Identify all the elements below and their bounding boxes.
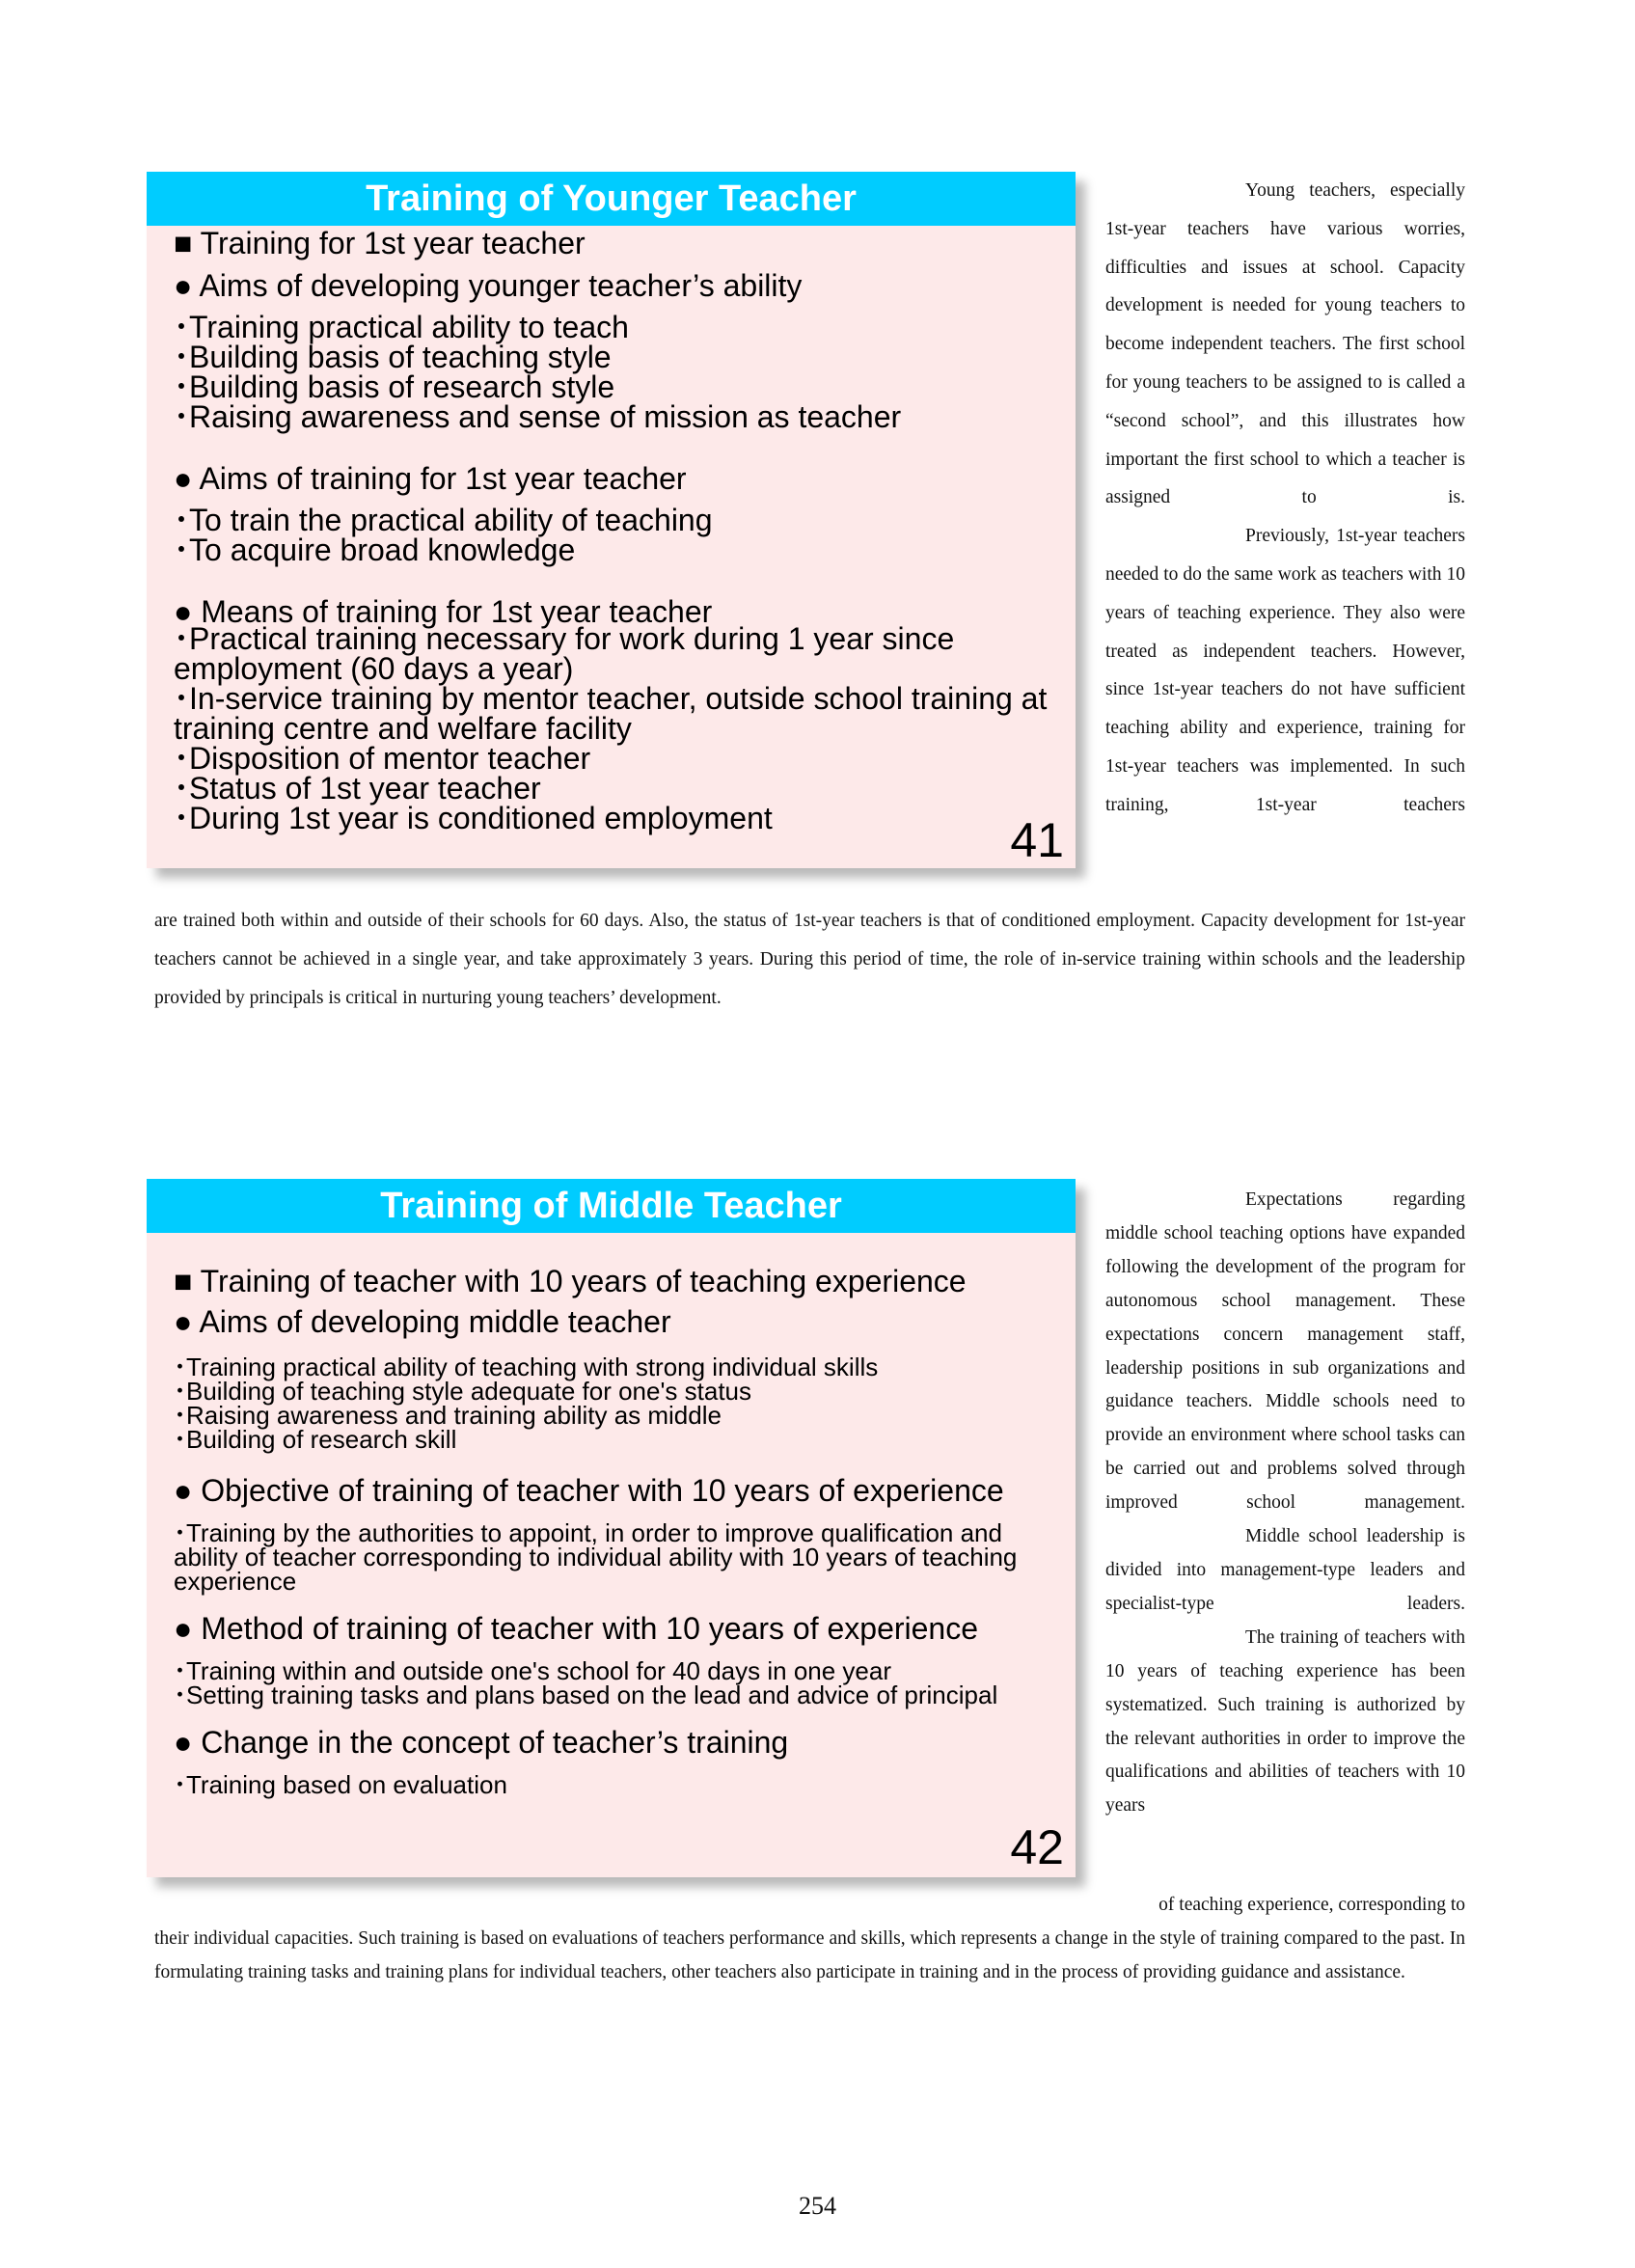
body-text-full-2: their individual capacities. Such training is based on evaluations of teachers performance and skills, which represents a change in the style of training compared to the past. In formulating training tasks and training plans for individual teachers, other teachers also participate in training and in the process of providing guidance and assistance.: [154, 1928, 1465, 1982]
list-item: ･Raising awareness and sense of mission as teacher: [174, 399, 902, 434]
paragraph: Previously, 1st-year teachers needed to do the same work as teachers with 10 years of teaching experience. They also were treated as independent teachers. However, since 1st-year teachers do not have sufficient teaching ability and experience, training for 1st-year teachers was implemented. In such training, 1st-year teachers: [1105, 526, 1465, 815]
aims-developing-heading: ● Aims of developing younger teacher’s ability: [174, 268, 803, 303]
list-item: ･To train the practical ability of teaching: [174, 503, 713, 537]
list-item: ･During 1st year is conditioned employment: [174, 801, 773, 835]
list-item: ･Building basis of research style: [174, 369, 615, 404]
paragraph: Expectations regarding middle school teaching options have expanded following the development of the program for autonomous school management. These expectations concern management staff, leadership positions in sub organizations and guidance teachers. Middle schools need to provide an environment where school tasks can be carried out and problems solved through improved school management.: [1105, 1189, 1465, 1514]
slide-title: Training of Middle Teacher: [147, 1179, 1076, 1233]
page-number: 254: [799, 2192, 836, 2220]
list-item: ･Setting training tasks and plans based on the lead and advice of principal: [174, 1681, 998, 1709]
list-item: ･Training based on evaluation: [174, 1770, 507, 1799]
list-item: ･Training practical ability of teaching with strong individual skills: [174, 1353, 879, 1381]
list-item: ･Training by the authorities to appoint, in order to improve qualification and ability of teacher corresponding to individual ability with 10 years of teaching experience: [174, 1518, 1018, 1596]
slide-heading: ■ Training for 1st year teacher: [174, 226, 586, 260]
paragraph: Middle school leadership is divided into management-type leaders and specialist-type leaders.: [1105, 1526, 1465, 1614]
list-item: ･Training practical ability to teach: [174, 310, 629, 344]
list-item: ･Building basis of teaching style: [174, 340, 612, 374]
body-text-full-1: are trained both within and outside of their schools for 60 days. Also, the status of 1st-year teachers is that of conditioned employment. Capacity development for 1st-year teachers cannot be achieved in a single year, and take approximately 3 years. During this period of time, the role of in-service training within schools and the leadership provided by principals is critical in nurturing young teachers’ development.: [154, 911, 1465, 1008]
slide-middle-teacher: [147, 1179, 1076, 1877]
slide-heading: ■ Training of teacher with 10 years of teaching experience: [174, 1264, 967, 1298]
paragraph: Young teachers, especially 1st-year teachers have various worries, difficulties and issues at school. Capacity development is needed for young teachers to become independent teachers. The first school for young teachers to be assigned to is called a “second school”, and this illustrates how important the first school to which a teacher is assigned to is.: [1105, 180, 1465, 508]
list-item: ･Training within and outside one's school for 40 days in one year: [174, 1656, 891, 1685]
body-text-line: of teaching experience, corresponding to: [1158, 1895, 1465, 1915]
list-item: ･Practical training necessary for work during 1 year since employment (60 days a year): [174, 621, 955, 686]
objective-heading: ● Objective of training of teacher with 10 years of experience: [174, 1473, 1004, 1508]
method-heading: ● Method of training of teacher with 10 years of experience: [174, 1611, 979, 1646]
list-item: ･Building of teaching style adequate for one's status: [174, 1377, 752, 1406]
change-heading: ● Change in the concept of teacher’s training: [174, 1725, 789, 1760]
means-heading: ● Means of training for 1st year teacher: [174, 594, 713, 629]
list-item: ･Disposition of mentor teacher: [174, 741, 591, 776]
list-item: ･In-service training by mentor teacher, outside school training at training centre and welfare facility: [174, 681, 1048, 746]
body-text-side-1: [1105, 172, 1465, 825]
paragraph: The training of teachers with 10 years of teaching experience has been systematized. Such training is authorized by the relevant authorities in order to improve the qualifications and abilities of teachers with 10 years: [1105, 1626, 1465, 1817]
slide-title: Training of Younger Teacher: [147, 172, 1076, 226]
slide-younger-teacher: [147, 172, 1076, 868]
slide-number: 41: [1010, 813, 1064, 867]
list-item: ･Status of 1st year teacher: [174, 771, 541, 806]
aims-heading: ● Aims of developing middle teacher: [174, 1304, 671, 1339]
aims-training-heading: ● Aims of training for 1st year teacher: [174, 461, 687, 496]
body-text-side-2: [1105, 1184, 1465, 1823]
slide-number: 42: [1010, 1820, 1064, 1874]
list-item: ･Building of research skill: [174, 1425, 457, 1454]
list-item: ･To acquire broad knowledge: [174, 533, 576, 567]
list-item: ･Raising awareness and training ability as middle: [174, 1401, 722, 1430]
